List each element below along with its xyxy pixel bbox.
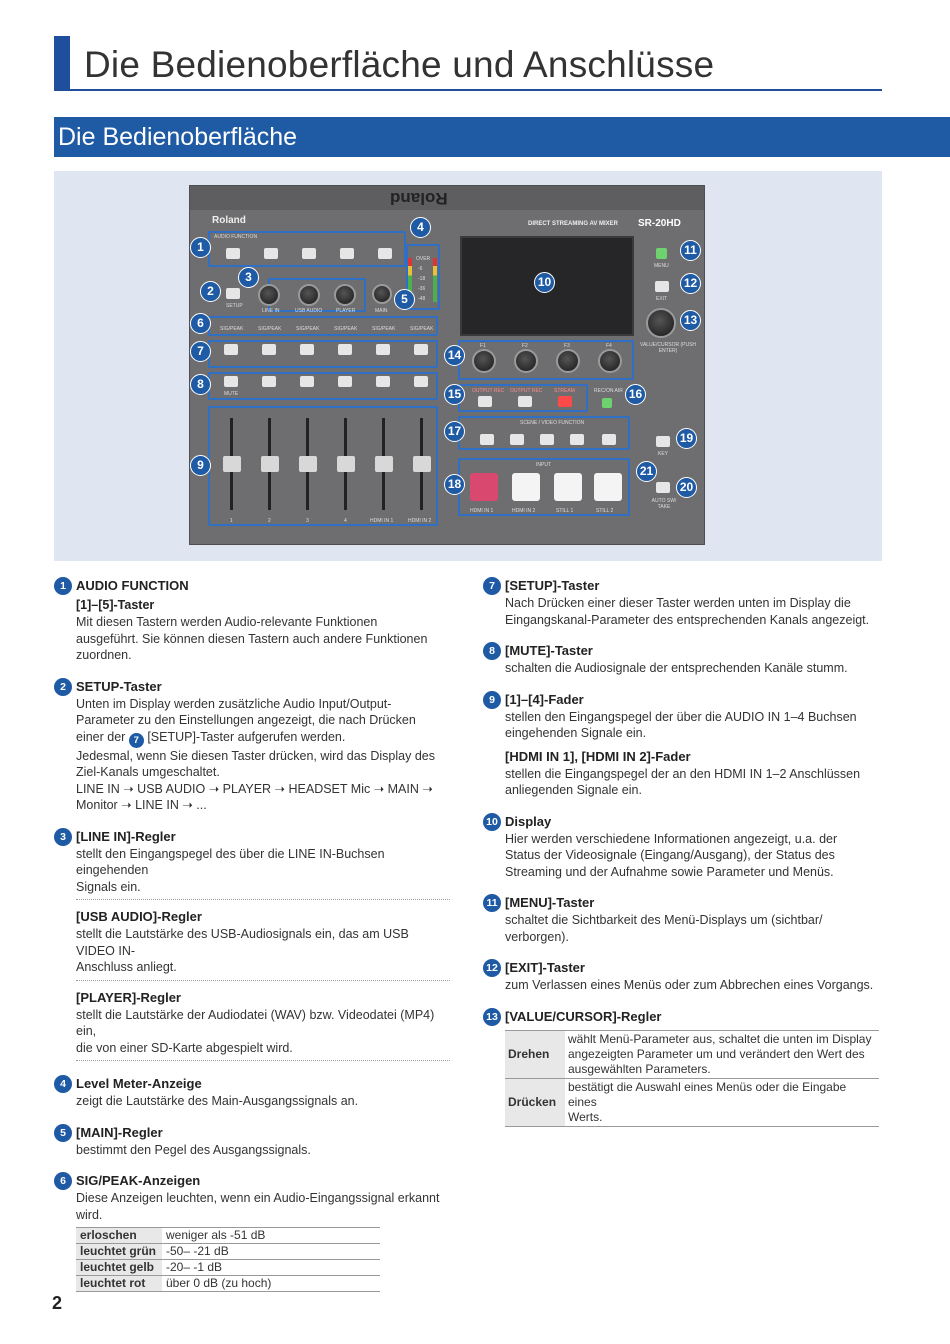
table-key: leuchtet gelb xyxy=(76,1260,162,1276)
item-number: 3 xyxy=(54,828,72,846)
rec-button-2[interactable] xyxy=(518,396,532,407)
item-text: stellen die Eingangspegel der an den HDMI IN 1–2 Anschlüssen xyxy=(505,766,861,781)
sig-peak-label-1: SIG/PEAK xyxy=(220,326,244,332)
meter-label-6: -6 xyxy=(418,266,423,272)
callout-8: 8 xyxy=(190,374,211,395)
rec-on-air-label: REC/ON AIR xyxy=(594,388,623,394)
item-subtitle: [HDMI IN 1], [HDMI IN 2]-Fader xyxy=(505,748,691,764)
page-number: 2 xyxy=(52,1293,63,1313)
item-text: stellt die Lautstärke des USB-Audiosignals ein, das am USB VIDEO IN- xyxy=(76,927,409,958)
table-row xyxy=(76,1276,380,1292)
item-number: 4 xyxy=(54,1075,72,1093)
item-title: [LINE IN]-Regler xyxy=(76,828,176,844)
model-caption: DIRECT STREAMING AV MIXER xyxy=(528,221,619,227)
item-text: eingehenden Signale ein. xyxy=(505,726,647,740)
table-value-line: wählt Menü-Parameter aus, schaltet die unten im Display xyxy=(568,1031,872,1046)
item-number: 9 xyxy=(483,691,501,709)
fader-4[interactable] xyxy=(337,456,355,472)
item-subtitle: [PLAYER]-Regler xyxy=(76,989,181,1005)
section-band xyxy=(54,117,950,157)
left-column xyxy=(54,577,450,1306)
input-label-hdmi-1: HDMI IN 1 xyxy=(470,508,494,514)
f3-knob[interactable] xyxy=(556,349,580,373)
dotted-separator xyxy=(76,899,450,900)
mute-label: MUTE xyxy=(224,391,239,397)
player-label: PLAYER xyxy=(336,308,356,314)
item-text: Jedesmal, wenn Sie diesen Taster drücken, wird das Display des xyxy=(76,748,435,763)
mute-button-3[interactable] xyxy=(300,376,314,387)
item-number: 2 xyxy=(54,678,72,696)
inline-number-badge: 7 xyxy=(129,733,144,748)
item-text: Status der Videosignale (Eingang/Ausgang), der Status des xyxy=(505,848,835,862)
item-text: Unten im Display werden zusätzliche Audio Input/Output- xyxy=(76,696,392,711)
f2-knob[interactable] xyxy=(514,349,538,373)
scene-button-b[interactable] xyxy=(510,434,524,445)
item-text xyxy=(76,729,450,748)
item-text: wird. xyxy=(76,1207,103,1222)
input-label-still-2: STILL 2 xyxy=(596,508,614,514)
page-title-rule xyxy=(54,89,882,91)
setup-button-2[interactable] xyxy=(262,344,276,355)
channel-label-hdmi-2: HDMI IN 2 xyxy=(408,518,432,524)
callout-1: 1 xyxy=(190,237,211,258)
channel-label-hdmi-1: HDMI IN 1 xyxy=(370,518,394,524)
rec-label-2: OUTPUT REC xyxy=(510,388,543,394)
callout-7: 7 xyxy=(190,341,211,362)
fader-hdmi-2[interactable] xyxy=(413,456,431,472)
sig-peak-label-4: SIG/PEAK xyxy=(334,326,358,332)
brand-logo-top: Roland xyxy=(390,189,448,208)
item-number: 11 xyxy=(483,894,501,912)
item-text: Ziel-Kanals umgeschaltet. xyxy=(76,765,220,779)
item-text: stellt den Eingangspegel des über die LINE IN-Buchsen eingehenden xyxy=(76,846,385,877)
input-pad-still-1[interactable] xyxy=(554,473,582,501)
page-title-bar xyxy=(54,36,70,90)
item-text: anliegenden Signale ein. xyxy=(505,783,642,797)
item-display xyxy=(483,813,883,881)
item-title: [MUTE]-Taster xyxy=(505,643,593,658)
item-text: schalten die Audiosignale der entsprechenden Kanäle stumm. xyxy=(505,661,848,675)
item-text: schaltet die Sichtbarkeit des Menü-Displays um (sichtbar/ xyxy=(505,913,823,927)
table-value-line: angezeigten Parameter um und verändert den Wert des xyxy=(568,1046,865,1061)
item-title: SIG/PEAK-Anzeigen xyxy=(76,1173,201,1188)
f4-knob[interactable] xyxy=(598,349,622,373)
input-label: INPUT xyxy=(536,462,551,468)
setup-button[interactable] xyxy=(226,288,240,299)
item-text: Streaming und der Aufnahme sowie Parameter und Menüs. xyxy=(505,864,834,879)
item-text: Hier werden verschiedene Informationen angezeigt, u.a. der xyxy=(505,831,838,846)
setup-button-4[interactable] xyxy=(338,344,352,355)
auto-sw-button[interactable] xyxy=(656,482,670,493)
table-value xyxy=(565,1078,879,1126)
meter-label-over: OVER xyxy=(416,256,431,262)
item-number: 12 xyxy=(483,959,501,977)
menu-label: MENU xyxy=(654,263,669,269)
value-cursor-knob[interactable] xyxy=(646,308,676,338)
table-value: weniger als -51 dB xyxy=(162,1228,380,1244)
auto-sw-label: AUTO SW/ TAKE xyxy=(651,498,677,510)
item-fader xyxy=(483,691,883,799)
item-main-knob xyxy=(54,1124,450,1159)
main-knob[interactable] xyxy=(372,284,392,304)
scene-button-e[interactable] xyxy=(602,434,616,445)
main-label: MAIN xyxy=(375,308,388,314)
audio-function-label: AUDIO FUNCTION xyxy=(214,234,258,240)
item-text: zum Verlassen eines Menüs oder zum Abbrechen eines Vorgangs. xyxy=(505,978,874,992)
audio-function-button-5[interactable] xyxy=(378,248,392,259)
callout-18: 18 xyxy=(444,474,465,495)
meter-label-48: -48 xyxy=(418,296,426,302)
input-pad-hdmi-1[interactable] xyxy=(470,473,498,501)
f3-label: F3 xyxy=(564,343,570,349)
item-text: Monitor ➝ LINE IN ➝ ... xyxy=(76,798,207,812)
line-in-label: LINE IN xyxy=(262,308,280,314)
scene-button-c[interactable] xyxy=(540,434,554,445)
rec-label-3: STREAM xyxy=(554,388,575,394)
mute-button-1[interactable] xyxy=(224,376,238,387)
item-line-in-knob xyxy=(54,828,450,1062)
table-value: -20– -1 dB xyxy=(162,1260,380,1276)
callout-11: 11 xyxy=(680,240,701,261)
audio-function-button-1[interactable] xyxy=(226,248,240,259)
setup-button-1[interactable] xyxy=(224,344,238,355)
scene-button-d[interactable] xyxy=(570,434,584,445)
line-in-knob[interactable] xyxy=(258,284,280,306)
table-row xyxy=(505,1078,879,1126)
item-number: 1 xyxy=(54,577,72,595)
sig-peak-label-6: SIG/PEAK xyxy=(410,326,434,332)
player-knob[interactable] xyxy=(334,284,356,306)
item-number: 10 xyxy=(483,813,501,831)
item-setup-button xyxy=(54,678,450,814)
callout-2: 2 xyxy=(200,281,221,302)
section-title: Die Bedienoberfläche xyxy=(58,123,298,151)
item-title: Display xyxy=(505,813,552,829)
item-value-cursor xyxy=(483,1008,883,1127)
item-subtitle: [1]–[5]-Taster xyxy=(76,598,155,612)
channel-label-2: 2 xyxy=(268,518,271,524)
item-number: 7 xyxy=(483,577,501,595)
sig-peak-table xyxy=(76,1227,380,1292)
input-label-still-1: STILL 1 xyxy=(556,508,574,514)
panel-illustration xyxy=(54,171,882,561)
rec-on-air-indicator xyxy=(602,398,612,408)
table-value: -50– -21 dB xyxy=(162,1244,380,1260)
mute-button-6[interactable] xyxy=(414,376,428,387)
item-text: stellen den Eingangspegel der über die AUDIO IN 1–4 Buchsen xyxy=(505,709,857,724)
table-value: über 0 dB (zu hoch) xyxy=(162,1276,380,1292)
item-audio-function xyxy=(54,577,450,664)
item-number: 5 xyxy=(54,1124,72,1142)
setup-row-box xyxy=(208,340,438,368)
sig-peak-label-5: SIG/PEAK xyxy=(372,326,396,332)
item-level-meter xyxy=(54,1075,450,1110)
callout-14: 14 xyxy=(444,345,465,366)
fader-hdmi-1[interactable] xyxy=(375,456,393,472)
item-text: Anschluss anliegt. xyxy=(76,960,177,974)
model-name: SR-20HD xyxy=(638,218,681,229)
audio-function-button-3[interactable] xyxy=(302,248,316,259)
callout-13: 13 xyxy=(680,310,701,331)
callout-6: 6 xyxy=(190,313,211,334)
callout-21: 21 xyxy=(636,461,657,482)
mute-button-5[interactable] xyxy=(376,376,390,387)
item-text: verborgen). xyxy=(505,929,569,944)
table-row xyxy=(76,1244,380,1260)
item-title: SETUP-Taster xyxy=(76,678,162,694)
item-text-part: einer der xyxy=(76,729,126,744)
page-title: Die Bedienoberfläche und Anschlüsse xyxy=(84,44,715,85)
meter-label-36: -36 xyxy=(418,286,426,292)
menu-button[interactable] xyxy=(656,248,667,259)
usb-audio-knob[interactable] xyxy=(298,284,320,306)
item-sig-peak xyxy=(54,1172,450,1292)
item-number: 8 xyxy=(483,642,501,660)
item-number: 6 xyxy=(54,1172,72,1190)
dotted-separator xyxy=(76,980,450,981)
usb-audio-label: USB AUDIO xyxy=(295,308,323,314)
table-key: leuchtet rot xyxy=(76,1276,162,1292)
item-title: Level Meter-Anzeige xyxy=(76,1076,202,1091)
item-text: zuordnen. xyxy=(76,648,132,662)
item-title: [VALUE/CURSOR]-Regler xyxy=(505,1008,662,1024)
item-text: Diese Anzeigen leuchten, wenn ein Audio-Eingangssignal erkannt xyxy=(76,1191,440,1205)
key-button[interactable] xyxy=(656,436,670,447)
dotted-separator xyxy=(76,1060,450,1061)
f1-label: F1 xyxy=(480,343,486,349)
callout-4: 4 xyxy=(410,217,431,238)
callout-15: 15 xyxy=(444,384,465,405)
f2-label: F2 xyxy=(522,343,528,349)
value-cursor-table xyxy=(505,1030,879,1127)
item-text: ausgeführt. Sie können diesen Tastern auch andere Funktionen xyxy=(76,631,428,646)
item-setup-taster xyxy=(483,577,883,628)
key-label: KEY xyxy=(658,451,669,457)
item-text-part: [SETUP]-Taster aufgerufen werden. xyxy=(147,729,346,744)
item-text: LINE IN ➝ USB AUDIO ➝ PLAYER ➝ HEADSET Mic ➝ MAIN ➝ xyxy=(76,781,433,796)
channel-label-4: 4 xyxy=(344,518,347,524)
input-label-hdmi-2: HDMI IN 2 xyxy=(512,508,536,514)
callout-17: 17 xyxy=(444,421,465,442)
table-key: Drehen xyxy=(505,1030,565,1078)
scene-button-a[interactable] xyxy=(480,434,494,445)
fader-3[interactable] xyxy=(299,456,317,472)
exit-label: EXIT xyxy=(656,296,668,302)
fader-2[interactable] xyxy=(261,456,279,472)
audio-function-button-4[interactable] xyxy=(340,248,354,259)
rec-label-1: OUTPUT REC xyxy=(472,388,505,394)
table-key: erloschen xyxy=(76,1228,162,1244)
table-row xyxy=(76,1260,380,1276)
item-title: [MAIN]-Regler xyxy=(76,1124,163,1140)
setup-button-5[interactable] xyxy=(376,344,390,355)
sig-peak-label-2: SIG/PEAK xyxy=(258,326,282,332)
item-title: [MENU]-Taster xyxy=(505,895,595,910)
input-pad-still-2[interactable] xyxy=(594,473,622,501)
item-text: Eingangskanal-Parameter des entsprechenden Kanals angezeigt. xyxy=(505,612,870,627)
item-title: [EXIT]-Taster xyxy=(505,960,585,975)
right-column xyxy=(483,577,883,1141)
input-pad-hdmi-2[interactable] xyxy=(512,473,540,501)
item-text: Nach Drücken einer dieser Taster werden unten im Display die xyxy=(505,596,851,610)
table-row xyxy=(505,1030,879,1078)
sig-peak-label-3: SIG/PEAK xyxy=(296,326,320,332)
item-title: AUDIO FUNCTION xyxy=(76,578,189,593)
exit-button[interactable] xyxy=(655,281,669,292)
mute-button-2[interactable] xyxy=(262,376,276,387)
meter-label-18: -18 xyxy=(418,276,426,282)
scene-label: SCENE / VIDEO FUNCTION xyxy=(520,420,585,426)
value-cursor-label: VALUE/CURSOR (PUSH ENTER) xyxy=(639,342,697,354)
table-value xyxy=(565,1030,879,1078)
item-menu-taster xyxy=(483,894,883,945)
stream-button[interactable] xyxy=(558,396,572,407)
item-subtitle: [USB AUDIO]-Regler xyxy=(76,909,202,924)
rec-button-1[interactable] xyxy=(478,396,492,407)
item-text: bestimmt den Pegel des Ausgangssignals. xyxy=(76,1142,311,1157)
mute-row-box xyxy=(208,372,438,400)
item-title: [1]–[4]-Fader xyxy=(505,691,584,707)
fader-box xyxy=(208,406,438,526)
item-text: Parameter zu den Einstellungen angezeigt, die nach Drücken xyxy=(76,713,416,727)
item-text: Mit diesen Tastern werden Audio-relevante Funktionen xyxy=(76,615,378,629)
setup-button-3[interactable] xyxy=(300,344,314,355)
item-text: die von einer SD-Karte abgespielt wird. xyxy=(76,1040,293,1055)
callout-12: 12 xyxy=(680,273,701,294)
mute-button-4[interactable] xyxy=(338,376,352,387)
item-text: Signals ein. xyxy=(76,879,141,894)
callout-3: 3 xyxy=(238,267,259,288)
channel-label-3: 3 xyxy=(306,518,309,524)
table-value-line: Werts. xyxy=(568,1109,603,1124)
fader-1[interactable] xyxy=(223,456,241,472)
setup-button-6[interactable] xyxy=(414,344,428,355)
table-row xyxy=(76,1228,380,1244)
item-exit-taster xyxy=(483,959,883,994)
table-key: leuchtet grün xyxy=(76,1244,162,1260)
audio-function-button-2[interactable] xyxy=(264,248,278,259)
table-key: Drücken xyxy=(505,1078,565,1126)
f1-knob[interactable] xyxy=(472,349,496,373)
callout-20: 20 xyxy=(676,477,697,498)
callout-9: 9 xyxy=(190,455,211,476)
item-title: [SETUP]-Taster xyxy=(505,578,600,593)
callout-19: 19 xyxy=(676,428,697,449)
table-value-line: bestätigt die Auswahl eines Menüs oder die Eingabe eines xyxy=(568,1079,847,1109)
channel-label-1: 1 xyxy=(230,518,233,524)
item-text: zeigt die Lautstärke des Main-Ausgangssignals an. xyxy=(76,1094,359,1108)
brand-logo-left: Roland xyxy=(212,215,246,226)
table-value-line: ausgewählten Parameters. xyxy=(568,1061,711,1076)
f4-label: F4 xyxy=(606,343,612,349)
item-text: stellt die Lautstärke der Audiodatei (WAV) bzw. Videodatei (MP4) ein, xyxy=(76,1007,435,1038)
setup-label: SETUP xyxy=(226,303,243,309)
item-number: 13 xyxy=(483,1008,501,1026)
item-mute-taster xyxy=(483,642,883,677)
callout-10: 10 xyxy=(534,272,555,293)
callout-16: 16 xyxy=(625,384,646,405)
callout-5: 5 xyxy=(394,289,415,310)
meter-leds-right xyxy=(433,258,437,302)
